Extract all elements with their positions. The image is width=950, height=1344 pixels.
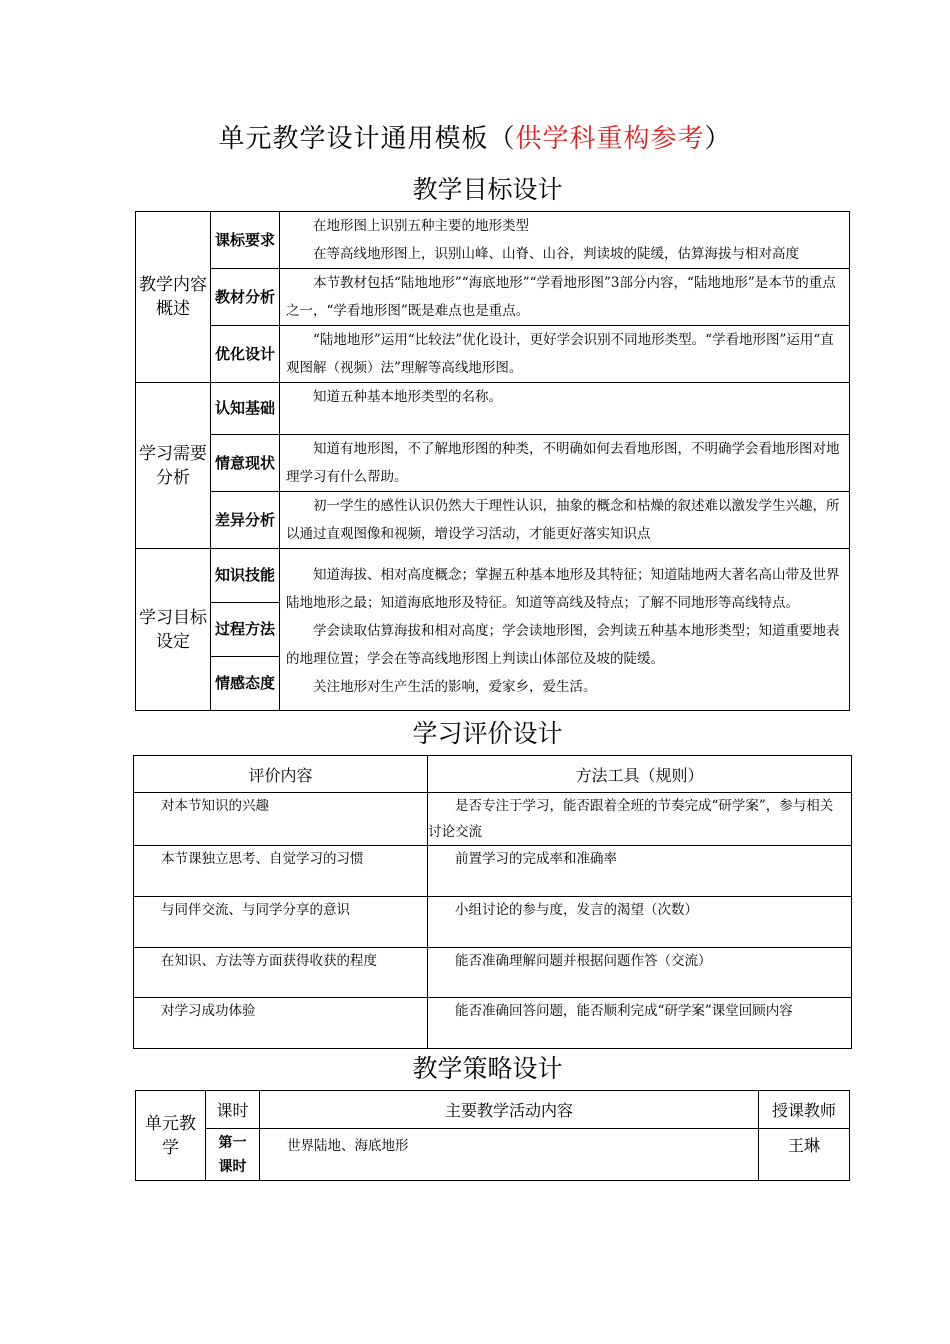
- content-cell: 初一学生的感性认识仍然大于理性认识，抽象的概念和枯燥的叙述难以激发学生兴趣，所以通过直观图像和视频，增设学习活动，才能更好落实知识点: [280, 492, 850, 549]
- eval-method: 能否准确理解问题并根据问题作答（交流）: [428, 948, 852, 998]
- lesson-label: 第一课时: [206, 1129, 260, 1181]
- content-cell: 知道海拔、相对高度概念；掌握五种基本地形及其特征；知道陆地两大著名高山带及世界陆地地形之最；知道海底地形及特征。知道等高线及特点；了解不同地形等高线特点。 学会读取估算海拔和相对高度；学会读地形图，会判读五种基本地形类型；知道重要地表的地理位置；学会在等高线地形图上判读山体部位及坡的陡缓。 关注地形对生产生活的影响，爱家乡，爱生活。: [280, 549, 850, 711]
- sub-label: 知识技能: [211, 549, 280, 603]
- eval-item: 对本节知识的兴趣: [134, 793, 428, 846]
- objectives-label: 学习目标设定: [136, 549, 211, 711]
- eval-item: 对学习成功体验: [134, 998, 428, 1049]
- sub-label: 过程方法: [211, 603, 280, 657]
- evaluation-table: [133, 755, 852, 1049]
- strategy-header-content: 主要教学活动内容: [260, 1091, 759, 1129]
- lesson-content: 世界陆地、海底地形: [260, 1129, 759, 1181]
- content-cell: 本节教材包括“陆地地形”“海底地形”“学看地形图”3部分内容，“陆地地形”是本节的重点之一，“学看地形图”既是难点也是重点。: [280, 269, 850, 326]
- section-evaluation-heading: 学习评价设计: [412, 719, 563, 748]
- strategy-header-teacher: 授课教师: [759, 1091, 850, 1129]
- eval-header-content: 评价内容: [134, 756, 428, 793]
- content-cell: “陆地地形”运用“比较法”优化设计，更好学会识别不同地形类型。“学看地形图”运用“直观图解（视频）法”理解等高线地形图。: [280, 326, 850, 383]
- eval-header-method: 方法工具（规则）: [428, 756, 852, 793]
- lesson-teacher: 王琳: [759, 1129, 850, 1181]
- goals-table: [135, 211, 850, 711]
- content-overview-label: 教学内容概述: [136, 212, 211, 383]
- eval-item: 与同伴交流、与同学分享的意识: [134, 897, 428, 948]
- eval-method: 前置学习的完成率和准确率: [428, 846, 852, 897]
- sub-label: 差异分析: [211, 492, 280, 549]
- needs-analysis-label: 学习需要分析: [136, 383, 211, 549]
- section-goals-heading: 教学目标设计: [412, 175, 563, 204]
- sub-label: 认知基础: [211, 383, 280, 435]
- eval-method: 是否专注于学习，能否跟着全班的节奏完成“研学案”，参与相关讨论交流: [428, 793, 852, 846]
- strategy-header-lesson: 课时: [206, 1091, 260, 1129]
- section-strategy-heading: 教学策略设计: [412, 1054, 563, 1083]
- sub-label: 课标要求: [211, 212, 280, 269]
- eval-method: 能否准确回答问题，能否顺利完成“研学案”课堂回顾内容: [428, 998, 852, 1049]
- eval-item: 本节课独立思考、自觉学习的习惯: [134, 846, 428, 897]
- title-end: ）: [704, 124, 732, 154]
- content-cell: 知道五种基本地形类型的名称。: [280, 383, 850, 435]
- eval-method: 小组讨论的参与度，发言的渴望（次数）: [428, 897, 852, 948]
- content-cell: 在地形图上识别五种主要的地形类型 在等高线地形图上，识别山峰、山脊、山谷，判读坡的陡缓，估算海拔与相对高度: [280, 212, 850, 269]
- content-cell: 知道有地形图，不了解地形图的种类，不明确如何去看地形图，不明确学会看地形图对地理学习有什么帮助。: [280, 435, 850, 492]
- unit-teaching-label: 单元教学: [136, 1091, 206, 1181]
- eval-item: 在知识、方法等方面获得收获的程度: [134, 948, 428, 998]
- page-title: [0, 118, 950, 155]
- sub-label: 情感态度: [211, 657, 280, 711]
- strategy-table: [135, 1090, 850, 1181]
- sub-label: 情意现状: [211, 435, 280, 492]
- title-red-note: 供学科重构参考: [515, 124, 705, 154]
- sub-label: 教材分析: [211, 269, 280, 326]
- title-main: 单元教学设计通用模板（: [218, 124, 516, 154]
- sub-label: 优化设计: [211, 326, 280, 383]
